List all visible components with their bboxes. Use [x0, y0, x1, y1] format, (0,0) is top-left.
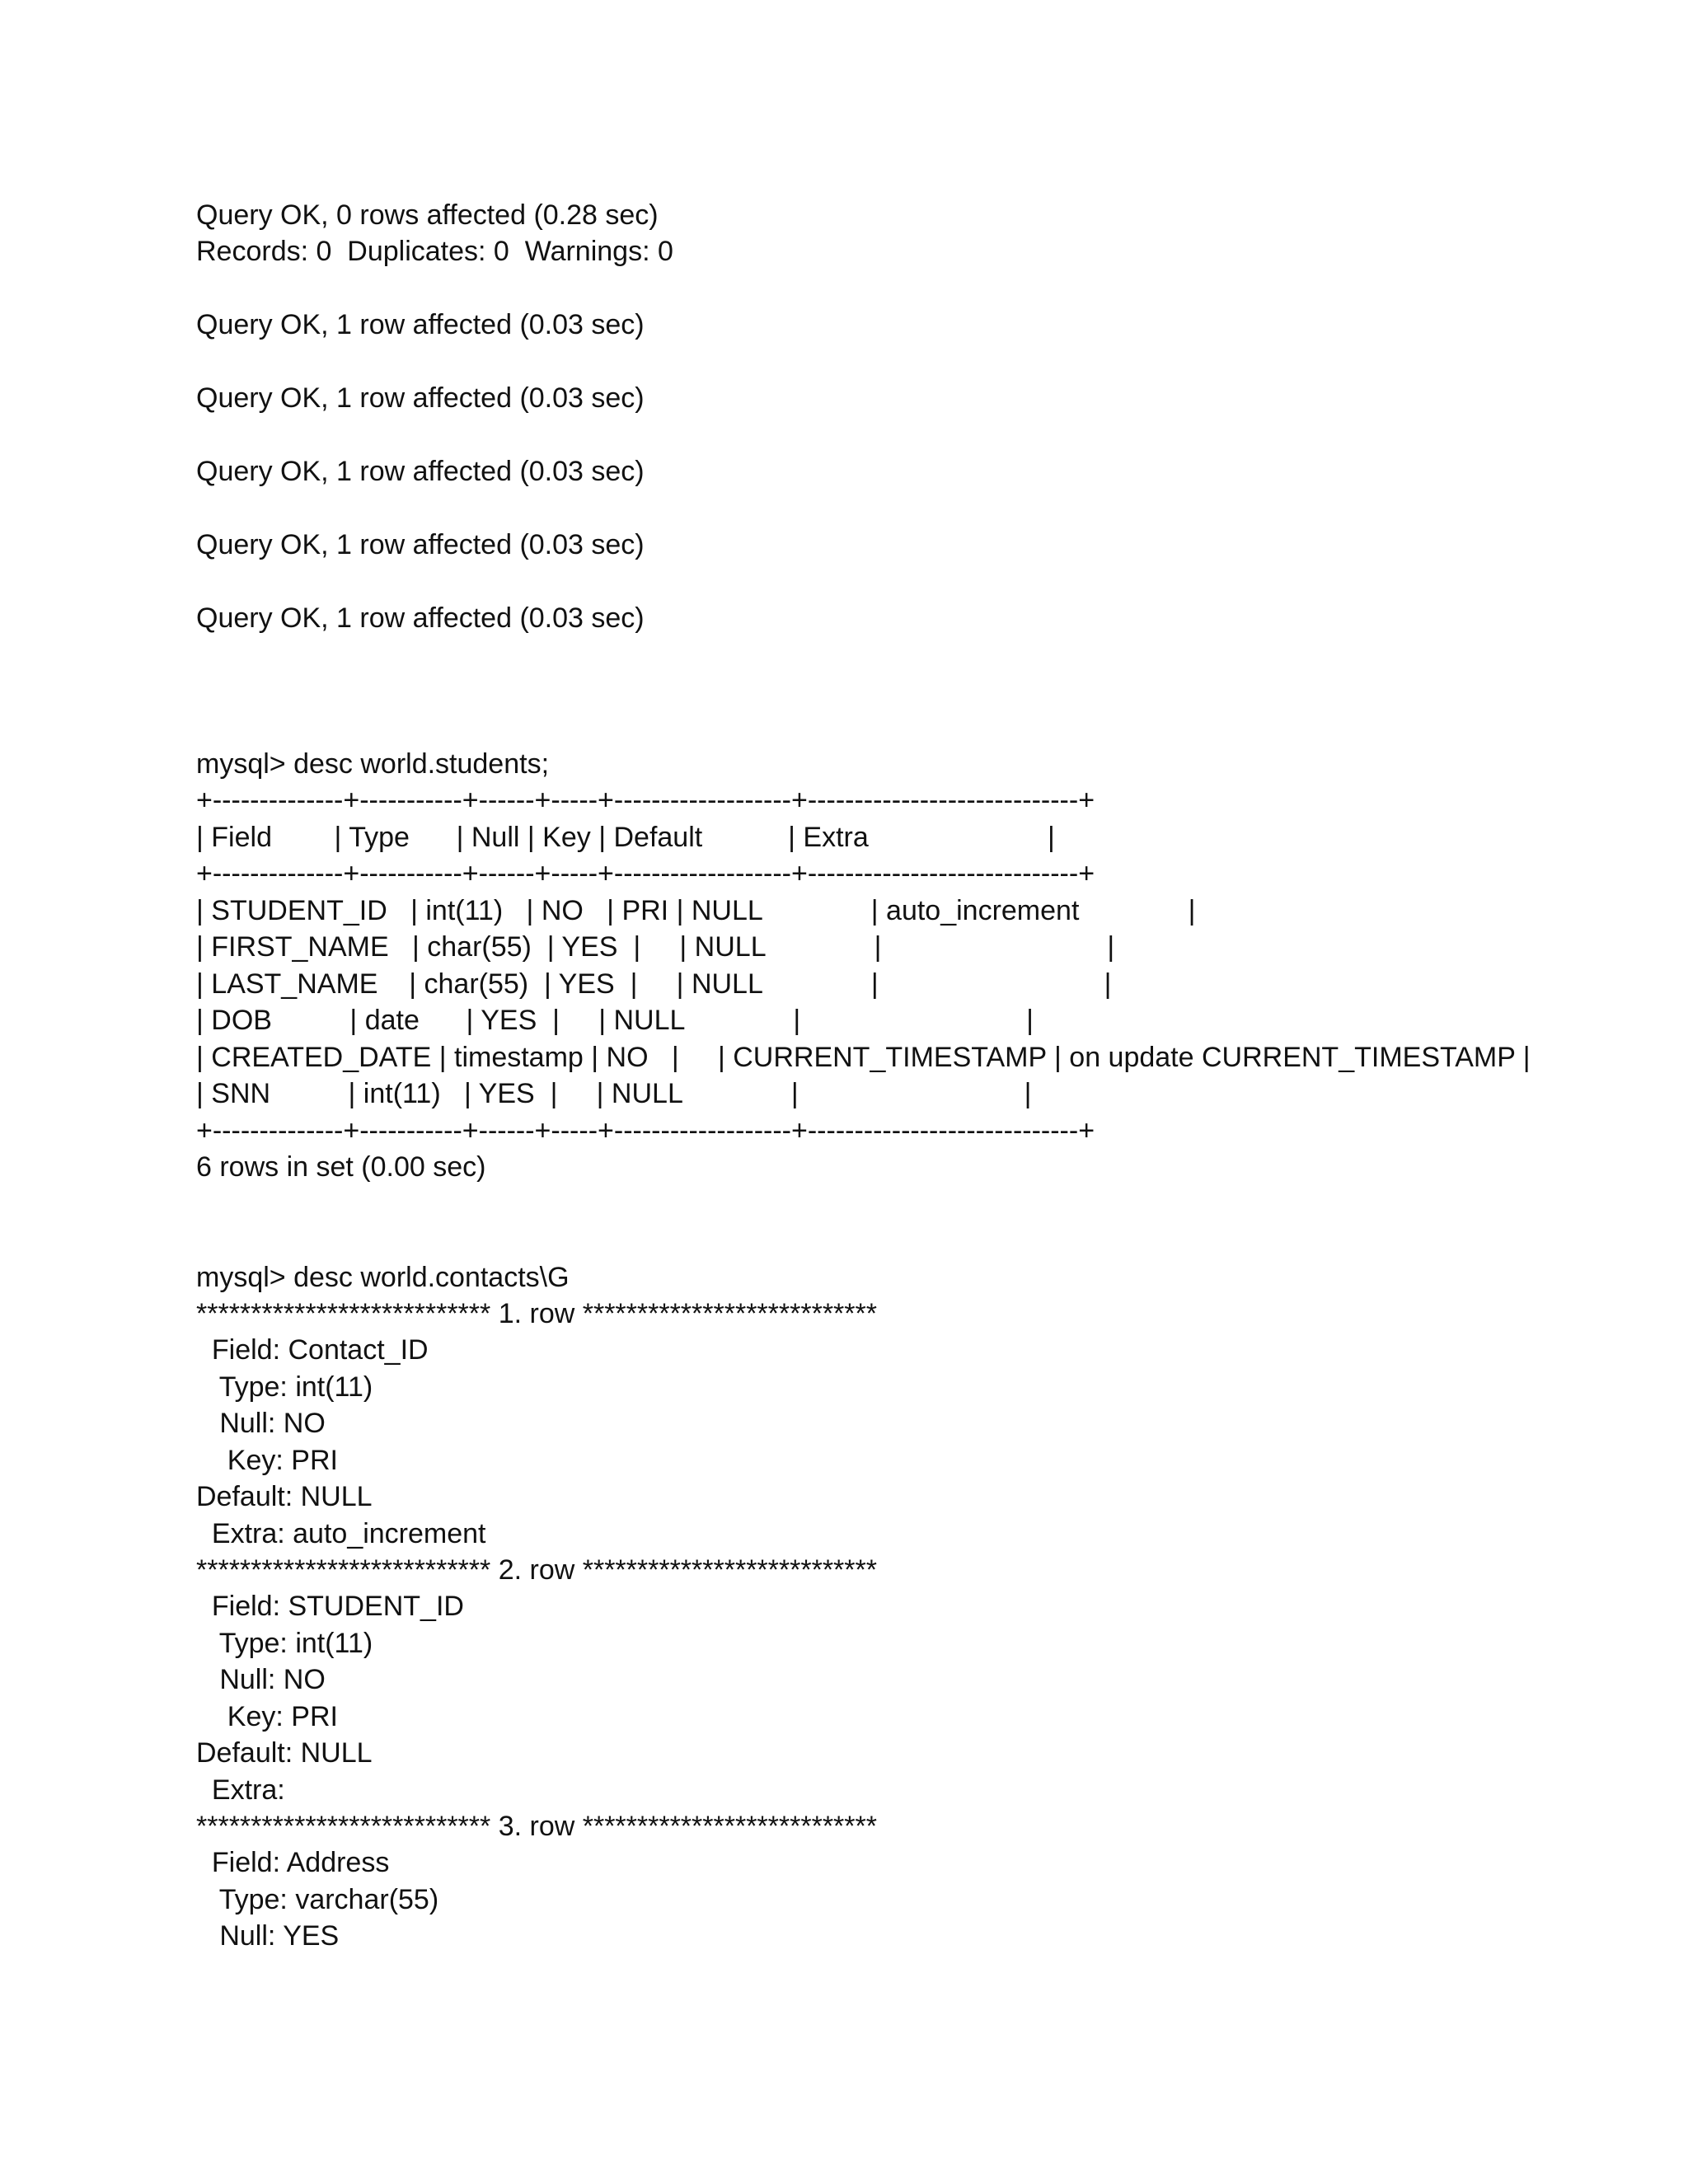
record-field-line: Default: NULL [196, 1737, 373, 1769]
record-field-line: Field: STUDENT_ID [196, 1591, 464, 1622]
table-border: +--------------+-----------+------+-----+-------------------+-----------------------------+ [196, 785, 1095, 816]
record-field-line: Null: NO [196, 1408, 326, 1439]
table-row: | CREATED_DATE | timestamp | NO | | CURRENT_TIMESTAMP | on update CURRENT_TIMESTAMP | [196, 1042, 1531, 1073]
query-result-line: Records: 0 Duplicates: 0 Warnings: 0 [196, 236, 673, 267]
query-result-line: Query OK, 1 row affected (0.03 sec) [196, 602, 645, 634]
row-banner: *************************** 2. row *************************** [196, 1554, 877, 1586]
query-result-line: Query OK, 1 row affected (0.03 sec) [196, 456, 645, 487]
record-field-line: Default: NULL [196, 1481, 373, 1512]
table-row: | SNN | int(11) | YES | | NULL | | [196, 1078, 1032, 1109]
table-row: | STUDENT_ID | int(11) | NO | PRI | NULL | auto_increment | [196, 895, 1196, 926]
students-command: mysql> desc world.students; [196, 748, 550, 780]
record-field-line: Key: PRI [196, 1445, 338, 1476]
table-border: +--------------+-----------+------+-----+-------------------+-----------------------------+ [196, 858, 1095, 889]
query-result-line: Query OK, 1 row affected (0.03 sec) [196, 309, 645, 340]
row-banner: *************************** 3. row *************************** [196, 1811, 877, 1842]
record-field-line: Null: NO [196, 1664, 326, 1695]
record-field-line: Type: varchar(55) [196, 1884, 439, 1915]
record-field-line: Key: PRI [196, 1701, 338, 1732]
record-field-line: Field: Address [196, 1847, 390, 1878]
record-field-line: Extra: [196, 1774, 285, 1806]
record-field-line: Type: int(11) [196, 1628, 373, 1659]
row-banner: *************************** 1. row *************************** [196, 1298, 877, 1329]
record-field-line: Field: Contact_ID [196, 1334, 429, 1366]
contacts-command: mysql> desc world.contacts\G [196, 1262, 570, 1293]
query-result-line: Query OK, 1 row affected (0.03 sec) [196, 382, 645, 414]
record-field-line: Null: YES [196, 1920, 340, 1952]
table-border: +--------------+-----------+------+-----+-------------------+-----------------------------+ [196, 1115, 1095, 1146]
students-footer: 6 rows in set (0.00 sec) [196, 1151, 486, 1183]
table-row: | LAST_NAME | char(55) | YES | | NULL | | [196, 968, 1112, 1000]
table-header: | Field | Type | Null | Key | Default | Extra | [196, 822, 1055, 853]
record-field-line: Extra: auto_increment [196, 1518, 486, 1549]
query-result-line: Query OK, 1 row affected (0.03 sec) [196, 529, 645, 560]
table-row: | FIRST_NAME | char(55) | YES | | NULL | | [196, 931, 1115, 963]
query-result-line: Query OK, 0 rows affected (0.28 sec) [196, 199, 659, 231]
table-row: | DOB | date | YES | | NULL | | [196, 1005, 1034, 1036]
record-field-line: Type: int(11) [196, 1371, 373, 1403]
